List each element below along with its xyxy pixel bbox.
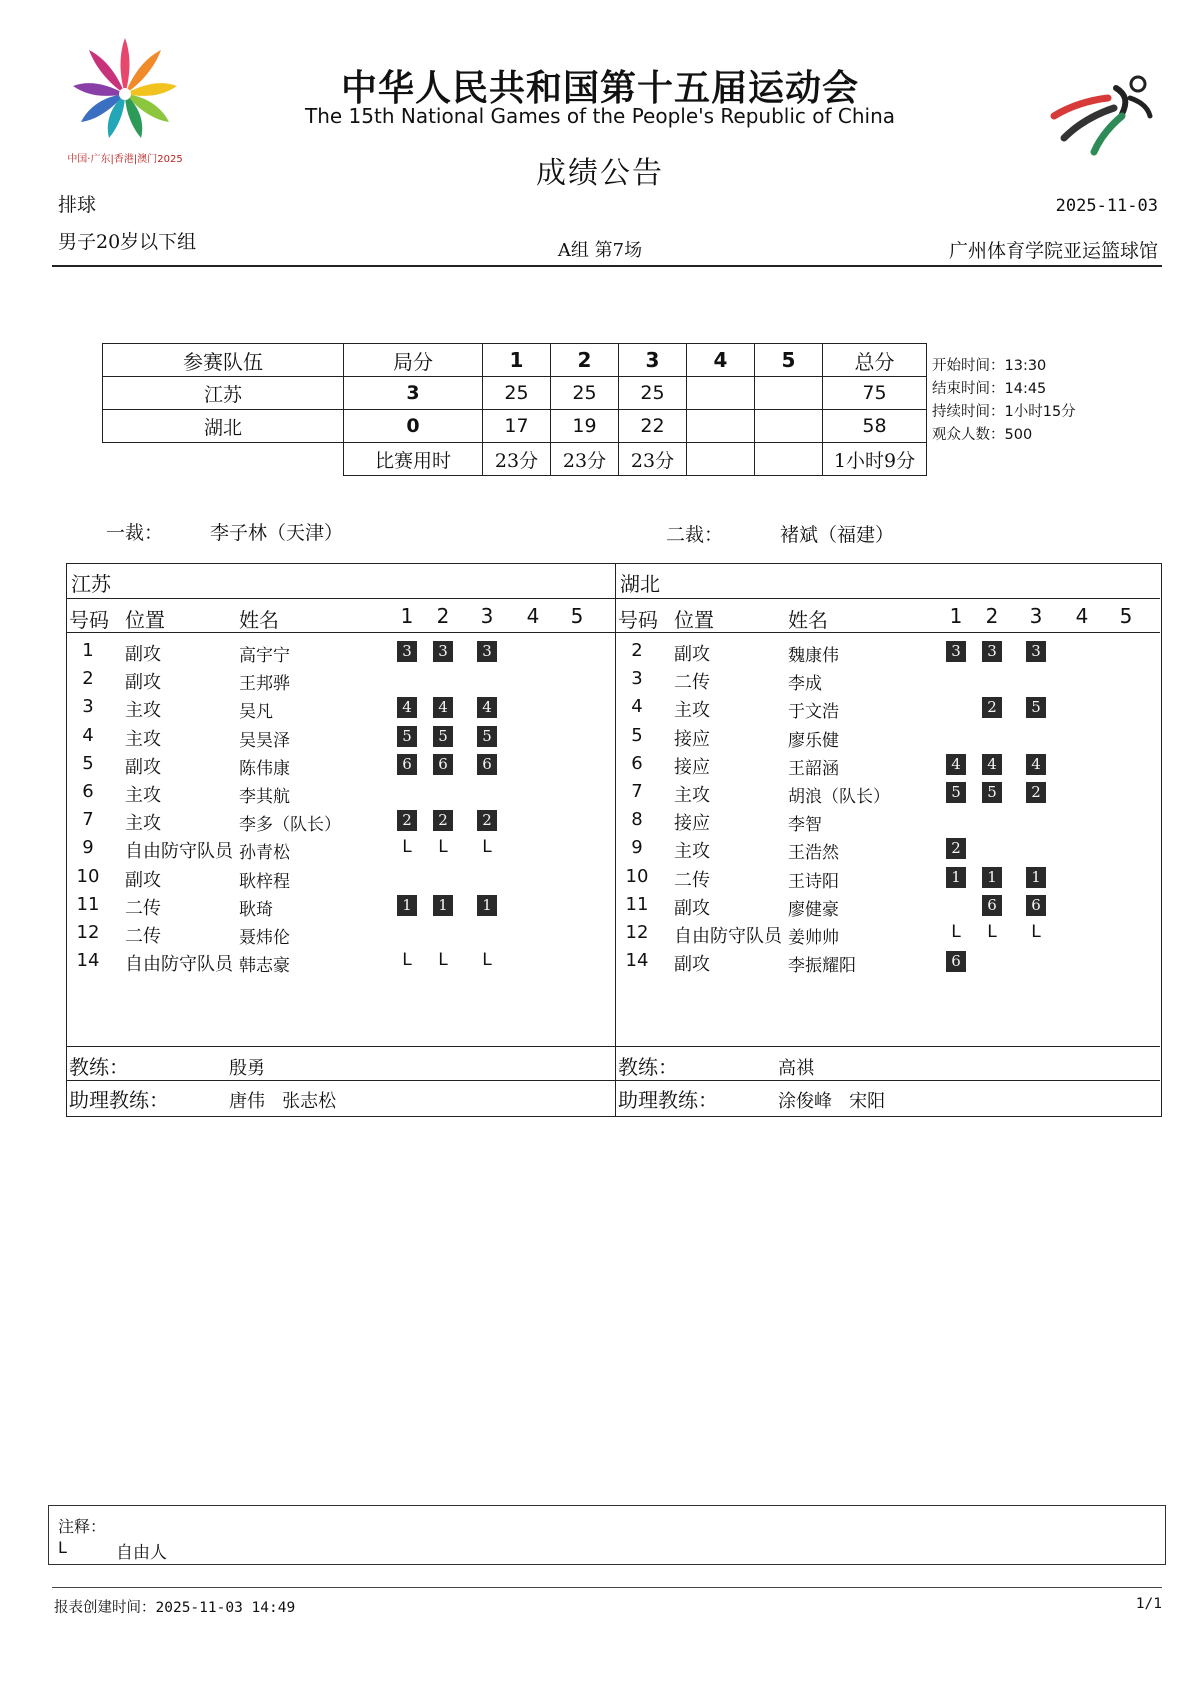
- player-position: 副攻: [125, 869, 161, 891]
- starting-rotation-box: 5: [477, 726, 497, 747]
- starting-rotation-box: 4: [982, 754, 1002, 775]
- rule: [67, 1046, 1160, 1047]
- team-rosters: [66, 563, 1162, 1117]
- player-position: 副攻: [674, 954, 710, 976]
- player-number: 6: [82, 781, 94, 802]
- column-name: 姓名: [239, 608, 279, 632]
- set-score: [687, 377, 755, 410]
- player-number: 2: [82, 668, 94, 690]
- set-score: 22: [619, 410, 687, 443]
- set-score: 19: [551, 410, 619, 443]
- starting-rotation-box: 6: [982, 895, 1002, 916]
- starting-rotation-box: 2: [477, 810, 497, 831]
- starting-rotation-box: 1: [397, 895, 417, 916]
- starting-rotation-box: 5: [433, 726, 453, 747]
- player-name: 廖乐健: [788, 730, 839, 751]
- libero-mark: L: [438, 950, 448, 971]
- page-title: 中华人民共和国第十五届运动会: [340, 68, 859, 109]
- player-number: 9: [82, 837, 94, 859]
- set-duration: 23分: [619, 443, 687, 476]
- column-set: 3: [1029, 604, 1043, 628]
- player-position: 副攻: [125, 644, 161, 665]
- header-set-2: 2: [551, 344, 619, 377]
- starting-rotation-box: 5: [946, 782, 966, 803]
- player-name: 高宇宁: [239, 646, 290, 666]
- assistant-coach-names: 涂俊峰 宋阳: [778, 1091, 886, 1112]
- starting-rotation-box: 1: [1026, 867, 1046, 888]
- score-row-team-1: [103, 377, 927, 410]
- report-created-time: 报表创建时间：2025-11-03 14:49: [54, 1600, 296, 1616]
- player-number: 10: [76, 865, 100, 887]
- player-name: 廖健豪: [788, 899, 839, 920]
- header-set-3: 3: [619, 344, 687, 377]
- player-number: 11: [76, 893, 100, 915]
- starting-rotation-box: 5: [982, 782, 1002, 803]
- player-position: 自由防守队员: [674, 926, 782, 947]
- rule: [67, 1080, 1160, 1081]
- player-name: 李振耀阳: [788, 956, 856, 977]
- starting-rotation-box: 4: [946, 754, 966, 775]
- libero-mark: L: [482, 950, 492, 971]
- player-name: 李智: [788, 815, 822, 836]
- starting-rotation-box: 3: [433, 641, 453, 662]
- first-referee-name: 李子林（天津）: [210, 522, 344, 544]
- set-score: 25: [483, 377, 551, 410]
- player-position: 自由防守队员: [125, 841, 233, 863]
- starting-rotation-box: 5: [1026, 697, 1046, 718]
- footer-divider: [52, 1587, 1162, 1588]
- column-set: 5: [1119, 604, 1133, 628]
- set-duration: [755, 443, 823, 476]
- starting-rotation-box: 4: [397, 697, 417, 718]
- starting-rotation-box: 1: [982, 867, 1002, 888]
- libero-mark: L: [1031, 922, 1041, 942]
- set-score: [755, 377, 823, 410]
- player-name: 李多（队长）: [239, 815, 341, 836]
- player-name: 耿梓程: [239, 871, 290, 892]
- roster-team-name: 湖北: [620, 572, 660, 596]
- assistant-coach-label: 助理教练：: [618, 1088, 718, 1112]
- player-number: 3: [82, 696, 94, 718]
- player-position: 主攻: [674, 841, 710, 863]
- header-divider: [52, 265, 1162, 267]
- player-name: 耿琦: [239, 899, 273, 920]
- player-number: 10: [625, 865, 649, 887]
- blank-cell: [103, 443, 344, 476]
- player-position: 接应: [674, 756, 710, 778]
- starting-rotation-box: 2: [433, 810, 453, 831]
- logo-caption: 中国·广东|香港|澳门2025: [67, 154, 183, 165]
- set-score: 25: [551, 377, 619, 410]
- player-number: 4: [631, 696, 643, 718]
- duration-label: 比赛用时: [344, 443, 483, 476]
- starting-rotation-box: 2: [946, 838, 966, 859]
- starting-rotation-box: 1: [946, 867, 966, 888]
- player-position: 主攻: [125, 813, 161, 835]
- player-position: 接应: [674, 728, 710, 750]
- player-name: 于文浩: [788, 702, 839, 723]
- first-referee-label: 一裁：: [106, 522, 164, 544]
- category-label: 男子20岁以下组: [58, 231, 197, 253]
- starting-rotation-box: 3: [397, 641, 417, 662]
- starting-rotation-box: 3: [946, 641, 966, 662]
- set-duration: 23分: [551, 443, 619, 476]
- second-referee-name: 褚斌（福建）: [780, 524, 895, 546]
- page-number: 1/1: [1135, 1596, 1162, 1612]
- score-table: [102, 343, 927, 476]
- second-referee-label: 二裁：: [666, 524, 724, 546]
- column-number: 号码: [618, 608, 658, 632]
- player-number: 4: [82, 724, 94, 746]
- player-name: 姜帅帅: [788, 928, 839, 948]
- player-name: 聂炜伦: [239, 928, 290, 948]
- player-name: 李其航: [239, 787, 290, 807]
- total-duration: 1小时9分: [823, 443, 927, 476]
- header-total: 总分: [823, 344, 927, 377]
- starting-rotation-box: 6: [433, 754, 453, 775]
- player-name: 胡浪（队长）: [788, 787, 890, 807]
- set-duration: [687, 443, 755, 476]
- coach-label: 教练：: [618, 1055, 678, 1079]
- column-set: 1: [400, 604, 414, 628]
- starting-rotation-box: 6: [946, 951, 966, 972]
- player-number: 9: [631, 837, 643, 859]
- elapsed-time: 持续时间：1小时15分: [932, 404, 1076, 420]
- starting-rotation-box: 2: [1026, 782, 1046, 803]
- player-name: 王浩然: [788, 843, 839, 864]
- starting-rotation-box: 3: [982, 641, 1002, 662]
- set-score: [755, 410, 823, 443]
- player-number: 14: [76, 950, 100, 972]
- rule: [67, 632, 1160, 633]
- player-position: 副攻: [125, 672, 161, 694]
- notes-label: 注释：: [58, 1517, 107, 1536]
- player-name: 王诗阳: [788, 871, 839, 892]
- header-sets-won: 局分: [344, 344, 483, 377]
- assistant-coach-names: 唐伟 张志松: [229, 1091, 337, 1112]
- player-position: 二传: [125, 897, 161, 919]
- starting-rotation-box: 1: [477, 895, 497, 916]
- team-divider: [615, 564, 616, 1116]
- start-time: 开始时间：13:30: [932, 358, 1047, 374]
- set-score: [687, 410, 755, 443]
- starting-rotation-box: 4: [1026, 754, 1046, 775]
- player-name: 孙青松: [239, 843, 290, 864]
- sets-won: 0: [344, 410, 483, 443]
- player-position: 接应: [674, 813, 710, 835]
- player-number: 6: [631, 752, 643, 774]
- starting-rotation-box: 6: [1026, 895, 1046, 916]
- match-date: 2025-11-03: [1055, 196, 1158, 216]
- libero-mark: L: [987, 922, 997, 942]
- player-position: 副攻: [674, 644, 710, 665]
- match-times: [932, 355, 1076, 447]
- player-number: 1: [82, 640, 94, 661]
- header-set-4: 4: [687, 344, 755, 377]
- team-name: 湖北: [103, 410, 344, 443]
- player-number: 7: [82, 809, 94, 831]
- player-number: 7: [631, 781, 643, 802]
- set-duration: 23分: [483, 443, 551, 476]
- starting-rotation-box: 6: [397, 754, 417, 775]
- player-position: 副攻: [674, 897, 710, 919]
- player-name: 王邦骅: [239, 674, 290, 695]
- libero-mark: L: [482, 837, 492, 858]
- player-number: 12: [625, 922, 649, 943]
- player-number: 12: [76, 922, 100, 943]
- player-name: 吴昊泽: [239, 730, 290, 751]
- player-number: 5: [82, 752, 94, 774]
- score-row-team-2: [103, 410, 927, 443]
- match-info: A组 第7场: [557, 240, 643, 261]
- libero-mark: L: [438, 837, 448, 858]
- header-team: 参赛队伍: [103, 344, 344, 377]
- player-position: 主攻: [674, 785, 710, 806]
- starting-rotation-box: 6: [477, 754, 497, 775]
- starting-rotation-box: 3: [1026, 641, 1046, 662]
- player-position: 主攻: [125, 700, 161, 722]
- coach-name: 殷勇: [229, 1058, 265, 1079]
- player-number: 5: [631, 724, 643, 746]
- starting-rotation-box: 5: [397, 726, 417, 747]
- column-set: 4: [526, 604, 540, 628]
- starting-rotation-box: 4: [433, 697, 453, 718]
- column-set: 2: [436, 604, 450, 628]
- column-set: 1: [949, 604, 963, 628]
- column-position: 位置: [125, 608, 165, 632]
- score-header-row: [103, 344, 927, 377]
- duration-row: [103, 443, 927, 476]
- sets-won: 3: [344, 377, 483, 410]
- notes-code: L: [58, 1538, 67, 1557]
- total-points: 58: [823, 410, 927, 443]
- column-position: 位置: [674, 608, 714, 632]
- column-set: 5: [570, 604, 584, 628]
- column-set: 4: [1075, 604, 1089, 628]
- page-title-english: The 15th National Games of the People's Republic of China: [304, 104, 896, 128]
- column-set: 2: [985, 604, 999, 628]
- notice-heading: 成绩公告: [536, 156, 664, 191]
- header-set-1: 1: [483, 344, 551, 377]
- column-number: 号码: [69, 608, 109, 632]
- player-position: 二传: [674, 869, 710, 891]
- total-points: 75: [823, 377, 927, 410]
- assistant-coach-label: 助理教练：: [69, 1088, 169, 1112]
- player-number: 14: [625, 950, 649, 972]
- venue-label: 广州体育学院亚运篮球馆: [948, 240, 1158, 262]
- player-position: 主攻: [674, 700, 710, 722]
- notes-description: 自由人: [116, 1543, 167, 1563]
- player-name: 韩志豪: [239, 956, 290, 977]
- player-name: 王韶涵: [788, 758, 839, 779]
- player-name: 魏康伟: [788, 646, 839, 666]
- starting-rotation-box: 4: [477, 697, 497, 718]
- player-number: 8: [631, 809, 643, 831]
- coach-label: 教练：: [69, 1055, 129, 1079]
- player-name: 吴凡: [239, 702, 273, 723]
- player-position: 主攻: [125, 785, 161, 806]
- team-name: 江苏: [103, 377, 344, 410]
- notes-box: [48, 1505, 1166, 1565]
- set-score: 25: [619, 377, 687, 410]
- sport-label: 排球: [58, 194, 97, 216]
- attendance: 观众人数：500: [932, 427, 1033, 443]
- player-number: 3: [631, 668, 643, 690]
- starting-rotation-box: 3: [477, 641, 497, 662]
- libero-mark: L: [402, 837, 412, 858]
- player-number: 2: [631, 640, 643, 661]
- rule: [67, 598, 1160, 599]
- roster-team-name: 江苏: [71, 572, 111, 596]
- libero-mark: L: [951, 922, 961, 942]
- starting-rotation-box: 2: [982, 697, 1002, 718]
- coach-name: 高祺: [778, 1058, 814, 1079]
- header-set-5: 5: [755, 344, 823, 377]
- column-name: 姓名: [788, 608, 828, 632]
- starting-rotation-box: 1: [433, 895, 453, 916]
- player-position: 自由防守队员: [125, 954, 233, 976]
- starting-rotation-box: 2: [397, 810, 417, 831]
- player-position: 二传: [125, 926, 161, 947]
- player-name: 李成: [788, 674, 822, 695]
- end-time: 结束时间：14:45: [932, 381, 1047, 397]
- set-score: 17: [483, 410, 551, 443]
- player-position: 主攻: [125, 728, 161, 750]
- player-position: 二传: [674, 672, 710, 694]
- player-name: 陈伟康: [239, 758, 290, 779]
- player-number: 11: [625, 893, 649, 915]
- libero-mark: L: [402, 950, 412, 971]
- player-position: 副攻: [125, 756, 161, 778]
- column-set: 3: [480, 604, 494, 628]
